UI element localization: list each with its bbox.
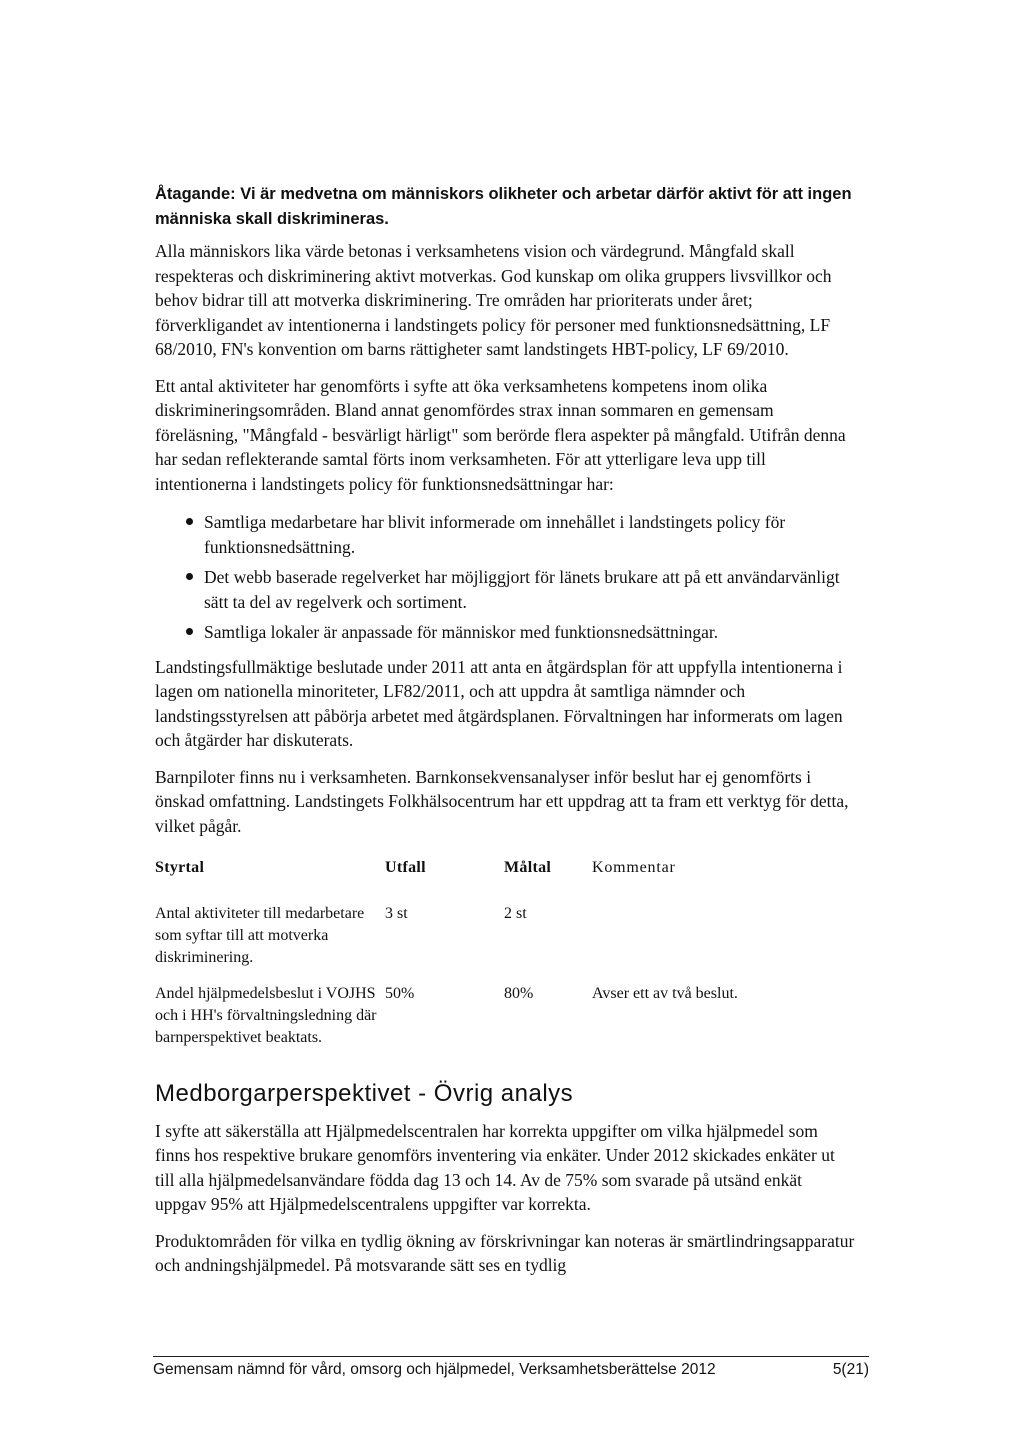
header-maltal: Måltal — [504, 859, 552, 876]
page-footer — [153, 1356, 869, 1379]
page-number: 5(21) — [832, 1361, 869, 1378]
bullet-icon — [186, 518, 193, 525]
paragraph-child-pilots: Barnpiloter finns nu i verksamheten. Barnkonsekvensanalyser inför beslut har ej genomförts i önskad omfattning. Landstingets Folkhälsocentrum har ett uppdrag att ta fram ett verktyg för detta, vilket pågår. — [155, 766, 849, 836]
header-styrtal: Styrtal — [155, 859, 205, 876]
paragraph-inventory: I syfte att säkerställa att Hjälpmedelscentralen har korrekta uppgifter om vilka hjälpmedel som finns hos respektive brukare genomförs inventering via enkäter. Under 2012 skickades enkäter ut till alla hjälpmedelsanvändare födda dag 13 och 14. Av de 75% som svarade på utsänd enkät uppgav 95% att Hjälpmedelscentralens uppgifter var korrekta. — [155, 1120, 835, 1214]
section-title: Medborgarperspektivet - Övrig analys — [155, 1079, 574, 1107]
table-header-row — [155, 856, 792, 903]
table-row — [155, 983, 792, 1063]
kpi-table — [155, 856, 792, 1063]
cell-styrtal: Andel hjälpmedelsbeslut i VOJHS och i HH's förvaltningsledning där barnperspektivet beaktats. — [155, 984, 377, 1046]
commitment-heading: Åtagande: Vi är medvetna om människors olikheter och arbetar därför aktivt för att ingen människa skall diskrimineras. — [155, 185, 852, 228]
bullet-icon — [186, 573, 193, 580]
list-item: Samtliga medarbetare har blivit informerade om innehållet i landstingets policy för funktionsnedsättning. — [155, 510, 855, 559]
cell-kommentar — [592, 903, 792, 983]
paragraph-product-areas: Produktområden för vilka en tydlig ökning av förskrivningar kan noteras är smärtlindringsapparatur och andningshjälpmedel. På motsvarande sätt ses en tydlig — [155, 1230, 855, 1275]
document-page — [155, 182, 855, 1290]
header-utfall: Utfall — [385, 859, 426, 876]
bullet-list — [155, 510, 855, 645]
bullet-icon — [186, 628, 193, 635]
cell-utfall: 3 st — [385, 904, 408, 922]
cell-maltal: 2 st — [504, 904, 527, 922]
list-item: Det webb baserade regelverket har möjliggjort för länets brukare att på ett användarvänligt sätt ta del av regelverk och sortiment. — [155, 565, 855, 614]
cell-maltal: 80% — [504, 984, 534, 1002]
footer-text: Gemensam nämnd för vård, omsorg och hjälpmedel, Verksamhetsberättelse 2012 — [153, 1361, 716, 1378]
table-row — [155, 903, 792, 983]
cell-kommentar: Avser ett av två beslut. — [592, 984, 738, 1002]
cell-styrtal: Antal aktiviteter till medarbetare som syftar till att motverka diskriminering. — [155, 904, 365, 966]
paragraph-values: Alla människors lika värde betonas i verksamhetens vision och värdegrund. Mångfald skall respekteras och diskriminering aktivt motverkas. God kunskap om olika gruppers livsvillkor och behov bidrar till att motverka diskriminering. Tre områden har prioriterats under året; förverkligandet av intentionerna i landstingets policy för personer med funktionsnedsättning, LF 68/2010, FN's konvention om barns rättigheter samt landstingets HBT-policy, LF 69/2010. — [155, 241, 832, 359]
header-kommentar: Kommentar — [592, 859, 676, 876]
list-item: Samtliga lokaler är anpassade för människor med funktionsnedsättningar. — [155, 620, 855, 645]
cell-utfall: 50% — [385, 984, 415, 1002]
paragraph-activities: Ett antal aktiviteter har genomförts i syfte att öka verksamhetens kompetens inom olika diskrimineringsområden. Bland annat genomfördes strax innan sommaren en gemensam föreläsning, "Mångfald - besvärligt härligt" som berörde flera aspekter på mångfald. Utifrån denna har sedan reflekterande samtal förts inom verksamheten. För att ytterligare leva upp till intentionerna i landstingets policy för funktionsnedsättningar har: — [155, 375, 846, 494]
paragraph-minorities: Landstingsfullmäktige beslutade under 2011 att anta en åtgärdsplan för att uppfylla intentionerna i lagen om nationella minoriteter, LF82/2011, och att uppdra åt samtliga nämnder och landstingsstyrelsen att påbörja arbetet med åtgärdsplanen. Förvaltningen har informerats om lagen och åtgärder har diskuterats. — [155, 656, 843, 750]
